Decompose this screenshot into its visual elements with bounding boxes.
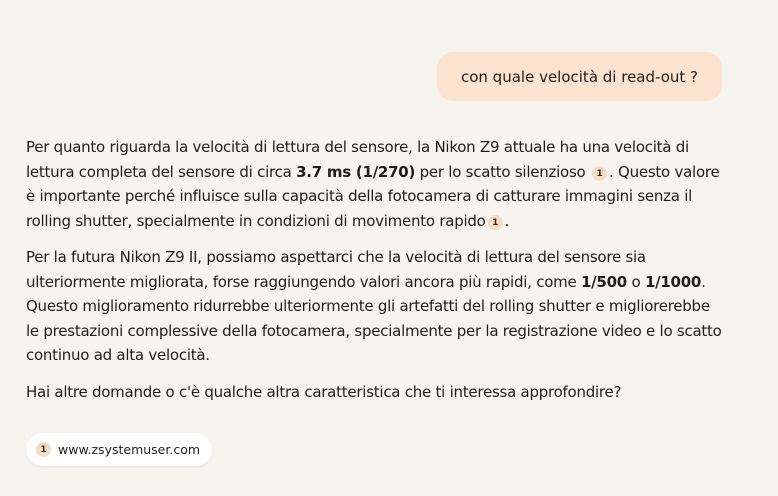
answer-paragraph-1 [26,135,726,233]
p1-text-4: . [504,211,510,230]
p3-text-1: Hai altre domande o c'è qualche altra caratteristica che ti interessa approfondire? [26,382,622,401]
source-link-pill[interactable] [26,433,212,466]
citation-badge[interactable]: 1 [592,166,607,181]
user-message-text: con quale velocità di read-out ? [460,67,698,86]
p1-text-1: Per quanto riguarda la velocità di lettura del sensore, la Nikon Z9 attuale ha una velocità di lettura completa del sensore di circa [26,138,689,181]
source-index-badge: 1 [36,442,51,457]
user-message-bubble [437,52,722,101]
p2-bold-speed-2: 1/1000 [644,272,702,291]
answer-paragraph-3 [26,380,726,405]
source-domain: www.zsystemuser.com [58,442,201,457]
p1-bold-readout-speed: 3.7 ms (1/270) [296,162,416,181]
p1-text-3: . Questo valore è importante perché influisce sulla capacità della fotocamera di catturare immagini senza il rolling shutter, specialmente in condizioni di movimento rapido [26,162,720,230]
assistant-answer [26,135,726,416]
citation-badge[interactable]: 1 [488,215,503,230]
p2-text-1: Per la futura Nikon Z9 II, possiamo aspettarci che la velocità di lettura del sensore sia ulteriormente migliorata, forse raggiungendo valori ancora più rapidi, come [26,248,646,291]
p2-bold-speed-1: 1/500 [580,272,627,291]
p2-text-2: o [626,272,645,291]
answer-paragraph-2 [26,245,726,368]
p2-text-3: . Questo miglioramento ridurrebbe ulteriormente gli artefatti del rolling shutter e migliorerebbe le prestazioni complessive della fotocamera, specialmente per la registrazione video e lo scatto continuo ad alta velocità. [26,272,722,364]
p1-text-2: per lo scatto silenzioso [415,162,590,181]
